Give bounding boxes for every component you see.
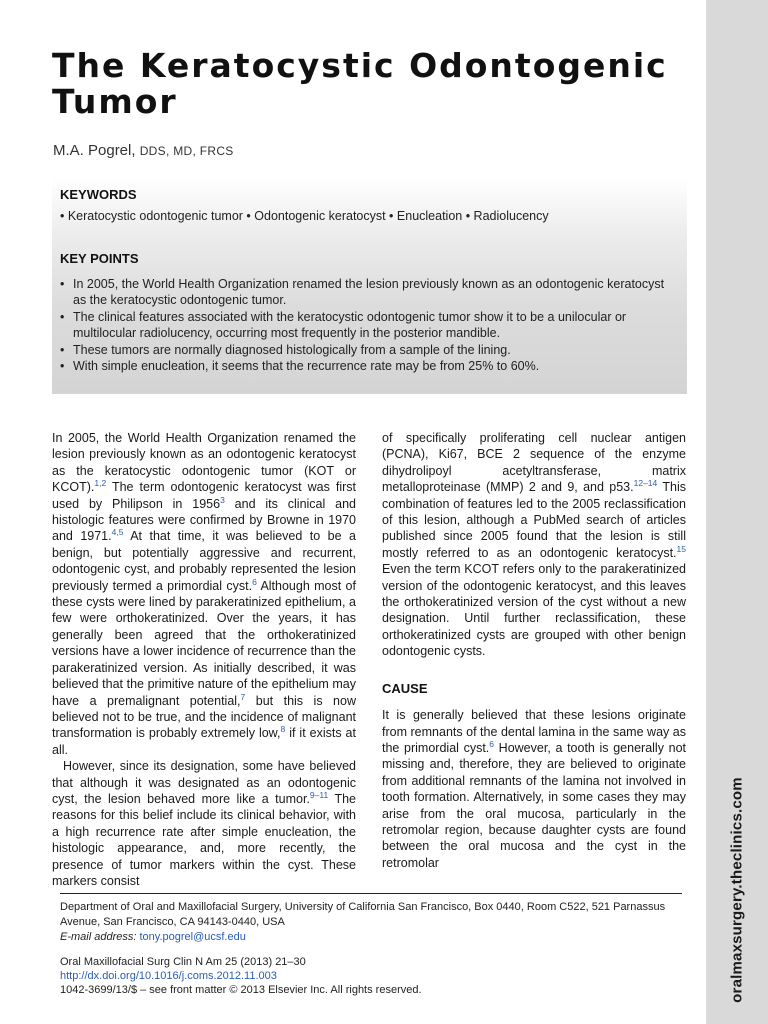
citation[interactable]: 3 [220,494,225,505]
copyright-line: 1042-3699/13/$ – see front matter © 2013 Elsevier Inc. All rights reserved. [60,984,422,996]
key-point-item: • With simple enucleation, it seems that the recurrence rate may be from 25% to 60%. [60,358,675,374]
citation[interactable]: 15 [676,543,686,554]
citation[interactable]: 4,5 [111,527,124,538]
author-name: M.A. Pogrel, [53,142,136,159]
body-text: However, since its designation, some have believed that although it was designated as an odontogenic cyst, the lesion behaved more like a tumor. [52,759,356,806]
key-points-list [60,276,675,374]
body-column-right [382,430,686,871]
key-point-item: • These tumors are normally diagnosed histologically from a sample of the lining. [60,342,675,358]
footnote-divider [60,893,682,894]
key-point-item: • In 2005, the World Health Organization renamed the lesion previously known as an odontogenic keratocyst as the keratocystic odontogenic tumor. [60,276,675,309]
section-heading-cause: CAUSE [382,680,428,696]
citation[interactable]: 12–14 [633,478,658,489]
body-text: and its clinical and histologic features were confirmed by Browne in 1970 and 1971. [52,496,356,544]
email-label: E-mail address: [60,931,137,943]
email-link[interactable]: tony.pogrel@ucsf.edu [139,931,246,943]
citation[interactable]: 6 [489,738,495,749]
author-credentials: DDS, MD, FRCS [139,144,234,158]
body-text: of specifically proliferating cell nuclear antigen (PCNA), Ki67, BCE 2 sequence of the enzyme dihydrolipoyl acetyltransferase, matrix metalloproteinase (MMP) 2 and 9, and p53. [382,431,686,495]
body-text: Although most of these cysts were lined by parakeratinized epithelium, a few were orthokeratinized. Over the years, it has generally been agreed that the orthokeratinized versions have a lower incidence of recurrence than the parakeratinized version. As initially described, it was believed that the primitive nature of the epithelium may have a premalignant potential, [52,578,356,708]
site-url-vertical[interactable]: oralmaxsurgery.theclinics.com [728,777,746,1003]
body-paragraph [382,707,686,871]
keywords-list: • Keratocystic odontogenic tumor • Odontogenic keratocyst • Enucleation • Radiolucency [60,209,549,223]
body-text: Even the term KCOT refers only to the parakeratinized version of the odontogenic keratocyst, and this leaves the orthokeratinized version of the cyst without a new designation. Until further reclassification, these orthokeratinized cysts are grouped with other benign odontogenic cysts. [382,562,686,659]
author-line [53,142,234,159]
body-text: In 2005, the World Health Organization renamed the lesion previously known as an odontogenic keratocyst as the keratocystic odontogenic tumor (KOT or KCOT). [52,431,356,495]
body-text: if it exists at all. [52,726,356,757]
key-point-item: • The clinical features associated with the keratocystic odontogenic tumor show it to be a unilocular or multilocular radiolucency, occurring most frequently in the posterior mandible. [60,309,675,342]
body-paragraph [52,430,356,758]
body-paragraph [52,758,356,889]
keywords-heading: KEYWORDS [60,187,137,202]
body-text: It is generally believed that these lesions originate from remnants of the dental lamina in the same way as the primordial cyst. [382,708,686,755]
body-text: At that time, it was believed to be a benign, but potentially aggressive and recurrent, odontogenic cyst, and probably represented the lesion previously termed a primordial cyst. [52,529,357,593]
body-text: but this is now believed not to be true, and the incidence of malignant transformation is probably extremely low, [52,693,356,741]
citation[interactable]: 9–11 [309,789,329,800]
affiliation: Department of Oral and Maxillofacial Surgery, University of California San Francisco, Box 0440, Room C522, 521 Parnassus Avenue, San Francisco, CA 94143-0440, USA [60,901,666,928]
doi-link[interactable]: http://dx.doi.org/10.1016/j.coms.2012.11.003 [60,970,277,982]
body-text: The reasons for this belief include its clinical behavior, with a high recurrence rate after simple enucleation, the histologic appearance, and, more recently, the presence of tumor markers within the cyst. These markers consist [52,791,356,888]
citation[interactable]: 8 [280,724,286,735]
body-paragraph [382,430,686,660]
article-title: The Keratocystic Odontogenic Tumor [52,46,668,121]
body-text: The term odontogenic keratocyst was first used by Philipson in 1956 [52,480,356,511]
body-text: This combination of features led to the 2005 reclassification of this lesion, although a PubMed search of articles published since 2005 found that the lesion is still mostly referred to as an odontogenic keratocyst. [382,480,686,560]
email-line [60,930,246,945]
body-column-left [52,430,356,889]
citation[interactable]: 7 [240,691,246,702]
journal-citation: Oral Maxillofacial Surg Clin N Am 25 (2013) 21–30 [60,956,306,968]
body-text: However, a tooth is generally not missing and, therefore, they are believed to originate from additional remnants of the lamina not involved in tooth formation. Alternatively, in some cases they may arise from the oral mucosa, particularly in the retromolar region, because daughter cysts are found between the oral mucosa and the cyst in the retromolar [382,740,686,870]
key-points-heading: KEY POINTS [60,251,139,266]
citation[interactable]: 1,2 [94,478,107,489]
citation[interactable]: 6 [252,576,257,587]
